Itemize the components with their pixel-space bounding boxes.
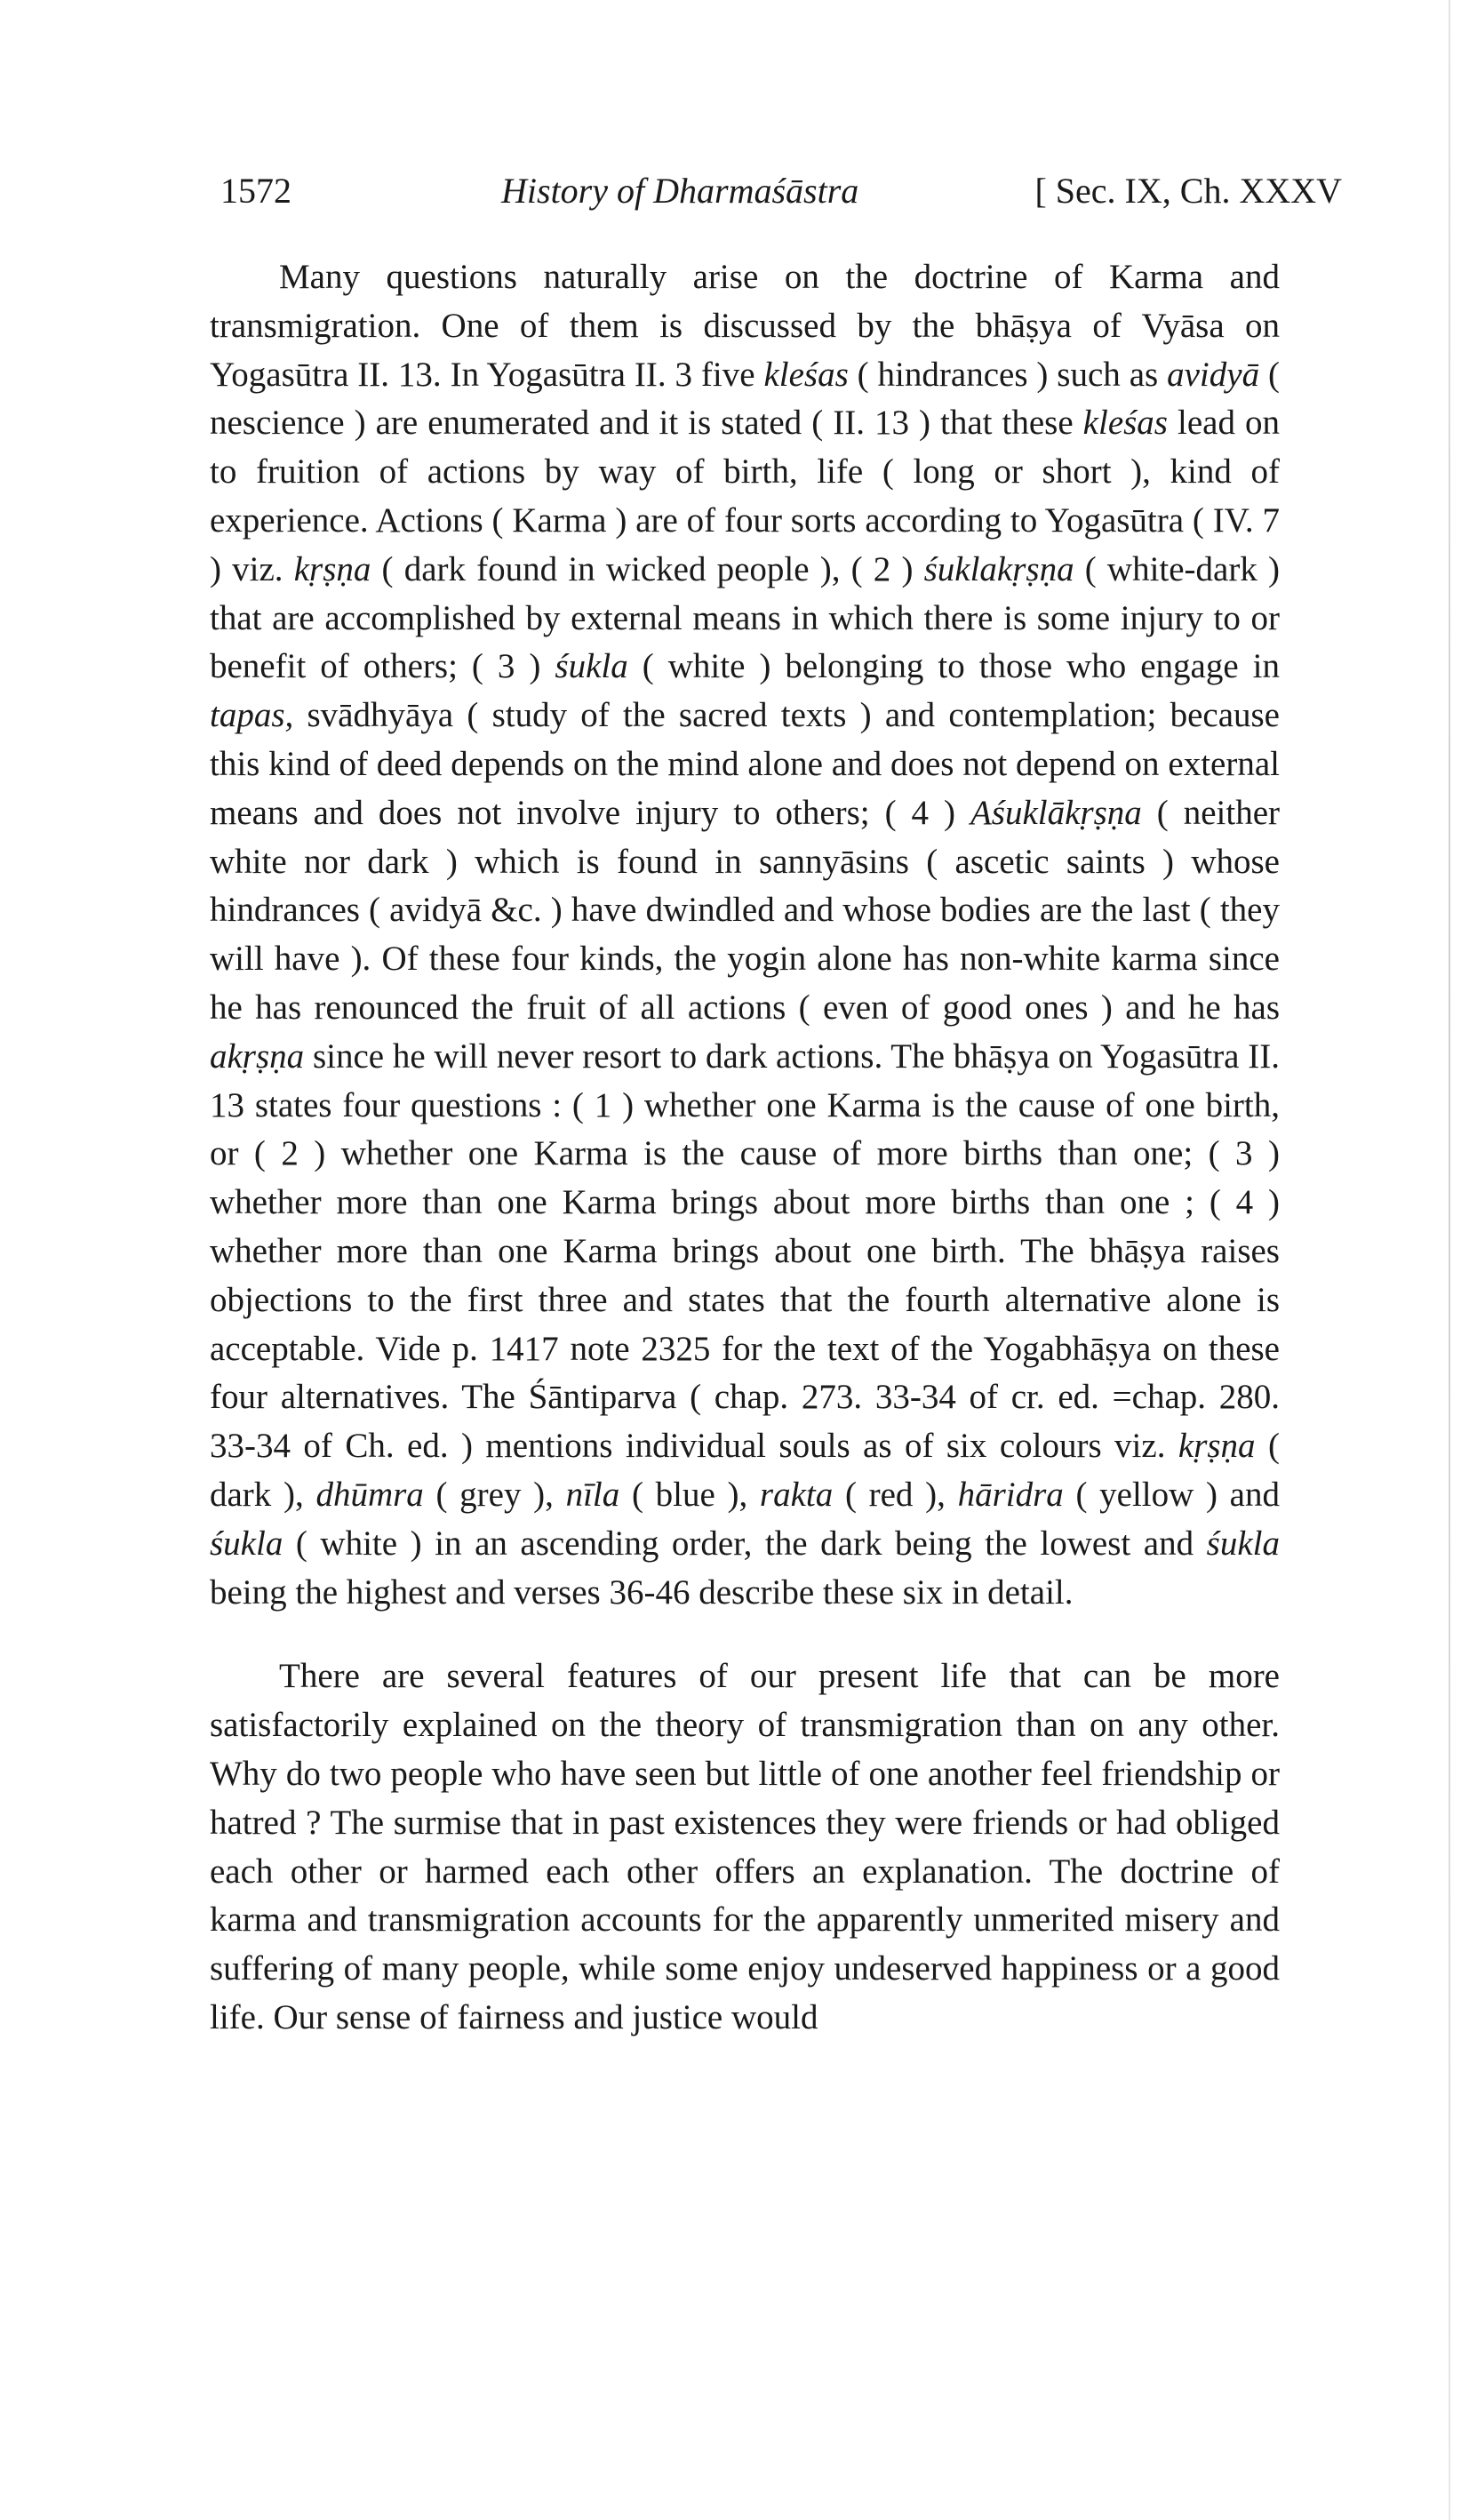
running-title: History of Dharmaśāstra [501, 171, 859, 211]
text-run: ( hindrances ) such as [848, 355, 1168, 394]
italic-term: hāridra [957, 1475, 1064, 1514]
paragraph-transmigration-features [210, 1652, 1280, 2042]
text-run: since he will never resort to dark actions. The bhāṣya on Yogasūtra II. 13 states four questions : ( 1 ) whether one Karma is the cause of one birth, or ( 2 ) whether one Karma is the cause of more births than one; ( 3 ) whether more than one Karma brings about more births than one ; ( 4 ) whether more than one Karma brings about one birth. The bhāṣya raises objections to the first three and states that the fourth alternative alone is acceptable. Vide p. 1417 note 2325 for the text of the Yogabhāṣya on these four alternatives. The Śāntiparva ( chap. 273. 33-34 of cr. ed. =chap. 280. 33-34 of Ch. ed. ) mentions individual souls as of six colours viz. [210, 1036, 1280, 1466]
italic-term: kṛṣṇa [293, 549, 371, 588]
text-run: ( nescience ) are enumerated and it is stated ( II. 13 ) that these [210, 355, 1280, 443]
text-run: ( yellow ) and [1063, 1475, 1280, 1514]
text-run: lead on to fruition of actions by way of birth, life ( long or short ), kind of experience. Actions ( Karma ) are of four sorts according to Yogasūtra ( IV. 7 ) viz. [210, 404, 1280, 588]
italic-term: akṛṣṇa [210, 1036, 305, 1076]
italic-term: Aśuklākṛṣṇa [970, 793, 1142, 832]
italic-term: avidyā [1167, 355, 1260, 394]
italic-term: śukla [1206, 1524, 1280, 1563]
text-run: ( white ) belonging to those who engage in [627, 647, 1280, 686]
italic-term: dhūmra [315, 1475, 424, 1514]
italic-term: kleśas [763, 355, 849, 394]
text-run: ( neither white nor dark ) which is found in sannyāsins ( ascetic saints ) whose hindrances ( avidyā &c. ) have dwindled and whose bodies are the last ( they will have ). Of these four kinds, the yogin alone has non-white karma since he has renounced the fruit of all actions ( even of good ones ) and he has [210, 793, 1280, 1027]
text-run: ( grey ), [423, 1475, 566, 1514]
italic-term: kṛṣṇa [1178, 1427, 1256, 1466]
scan-edge-line [1449, 0, 1450, 2520]
italic-term: tapas, [210, 696, 294, 735]
page-number: 1572 [220, 171, 291, 211]
italic-term: nīla [565, 1475, 620, 1514]
section-reference: [ Sec. IX, Ch. XXXV [1034, 171, 1342, 211]
text-run: ( white ) in an ascending order, the dark being the lowest and [283, 1524, 1207, 1563]
text-run: Many questions naturally arise on the doctrine of Karma and transmigration. One of them is discussed by the bhāṣya of Vyāsa on Yogasūtra II. 13. In Yogasūtra II. 3 five [210, 258, 1280, 394]
italic-term: rakta [759, 1475, 834, 1514]
italic-term: kleśas [1082, 404, 1168, 443]
page-header [220, 164, 1342, 218]
text-run: ( blue ), [619, 1475, 760, 1514]
italic-term: śukla [555, 647, 628, 686]
text-run: being the highest and verses 36-46 describe these six in detail. [210, 1572, 1074, 1612]
italic-term: śuklakṛṣṇa [923, 549, 1074, 588]
text-run: ( red ), [833, 1475, 958, 1514]
text-run: There are several features of our present life that can be more satisfactorily explained on the theory of transmigration than on any other. Why do two people who have seen but little of one another feel friendship or hatred ? The surmise that in past existences they were friends or had obliged each other or harmed each other offers an explanation. The doctrine of karma and transmigration accounts for the apparently unmerited misery and suffering of many people, while some enjoy undeserved happiness or a good life. Our sense of fairness and justice would [210, 1657, 1280, 2036]
body-text [210, 253, 1280, 2043]
text-run: ( dark found in wicked people ), ( 2 ) [371, 549, 924, 588]
text-run: ( white-dark ) that are accomplished by external means in which there is some injury to or benefit of others; ( 3 ) [210, 549, 1280, 686]
text-run: svādhyāya ( study of the sacred texts ) and contemplation; because this kind of deed depends on the mind alone and does not depend on external means and does not involve injury to others; ( 4 ) [210, 696, 1280, 832]
text-run: ( dark ), [210, 1427, 1280, 1514]
paragraph-karma-doctrine [210, 253, 1280, 1617]
italic-term: śukla [210, 1524, 283, 1563]
